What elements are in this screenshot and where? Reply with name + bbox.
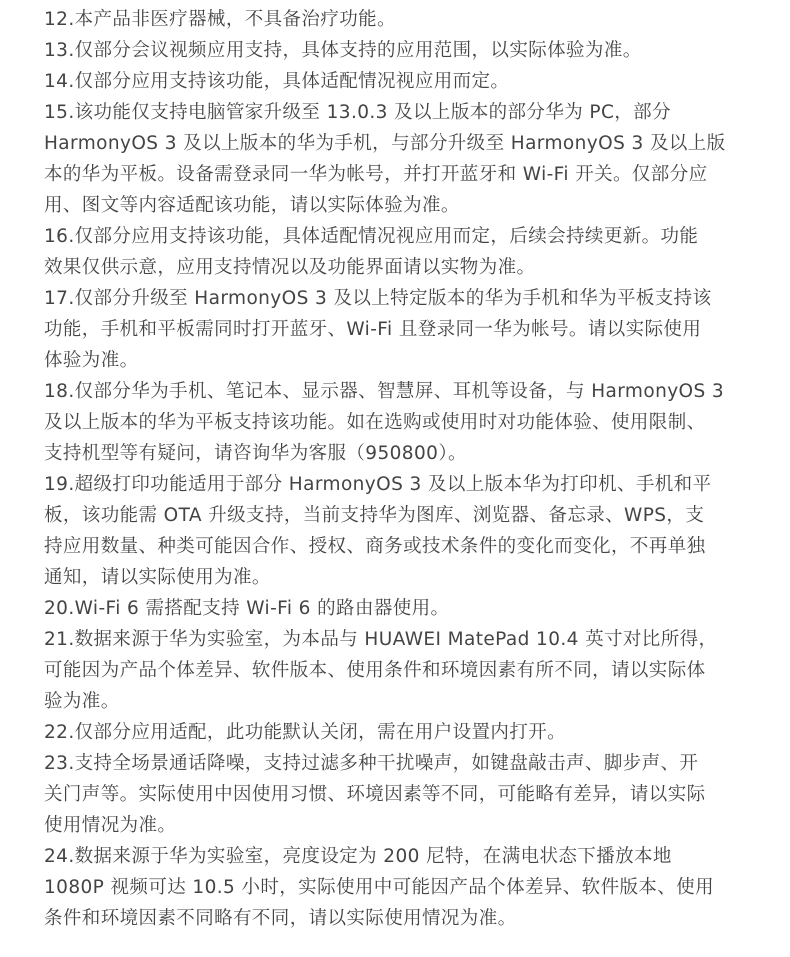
note-line: 16.仅部分应用支持该功能，具体适配情况视应用而定，后续会持续更新。功能	[44, 226, 699, 247]
note-line: 21.数据来源于华为实验室，为本品与 HUAWEI MatePad 10.4 英寸对比所得，	[44, 629, 718, 650]
note-line: 1080P 视频可达 10.5 小时，实际使用中可能因产品个体差异、软件版本、使用	[44, 877, 714, 898]
note-line: 持应用数量、种类可能因合作、授权、商务或技术条件的变化而变化，不再单独	[44, 536, 706, 557]
note-line: 条件和环境因素不同略有不同，请以实际使用情况为准。	[44, 908, 517, 929]
note-line: 22.仅部分应用适配，此功能默认关闭，需在用户设置内打开。	[44, 722, 567, 743]
note-line: HarmonyOS 3 及以上版本的华为手机，与部分升级至 HarmonyOS 3 及以上版	[44, 133, 726, 154]
note-line: 12.本产品非医疗器械，不具备治疗功能。	[44, 9, 396, 30]
note-line: 验为准。	[44, 691, 120, 712]
note-line: 关门声等。实际使用中因使用习惯、环境因素等不同，可能略有差异，请以实际	[44, 784, 706, 805]
note-line: 板，该功能需 OTA 升级支持，当前支持华为图库、浏览器、备忘录、WPS，支	[44, 505, 705, 526]
note-line: 效果仅供示意，应用支持情况以及功能界面请以实物为准。	[44, 257, 536, 278]
note-line: 支持机型等有疑问，请咨询华为客服（950800）。	[44, 443, 467, 464]
note-line: 17.仅部分升级至 HarmonyOS 3 及以上特定版本的华为手机和华为平板支持该	[44, 288, 712, 309]
note-line: 及以上版本的华为平板支持该功能。如在选购或使用时对功能体验、使用限制、	[44, 412, 706, 433]
note-line: 23.支持全场景通话降噪，支持过滤多种干扰噪声，如键盘敲击声、脚步声、开	[44, 753, 699, 774]
note-line: 使用情况为准。	[44, 815, 177, 836]
note-line: 本的华为平板。设备需登录同一华为帐号，并打开蓝牙和 Wi-Fi 开关。仅部分应	[44, 164, 708, 185]
note-line: 19.超级打印功能适用于部分 HarmonyOS 3 及以上版本华为打印机、手机和平	[44, 474, 712, 495]
note-line: 18.仅部分华为手机、笔记本、显示器、智慧屏、耳机等设备，与 HarmonyOS 3	[44, 381, 725, 402]
note-line: 20.Wi-Fi 6 需搭配支持 Wi-Fi 6 的路由器使用。	[44, 598, 450, 619]
note-line: 通知，请以实际使用为准。	[44, 567, 271, 588]
note-line: 15.该功能仅支持电脑管家升级至 13.0.3 及以上版本的部分华为 PC，部分	[44, 102, 671, 123]
note-line: 24.数据来源于华为实验室，亮度设定为 200 尼特，在满电状态下播放本地	[44, 846, 672, 867]
note-line: 13.仅部分会议视频应用支持，具体支持的应用范围，以实际体验为准。	[44, 40, 642, 61]
note-line: 可能因为产品个体差异、软件版本、使用条件和环境因素有所不同，请以实际体	[44, 660, 706, 681]
note-line: 功能，手机和平板需同时打开蓝牙、Wi-Fi 且登录同一华为帐号。请以实际使用	[44, 319, 702, 340]
footnotes-list	[44, 4, 754, 934]
note-line: 用、图文等内容适配该功能，请以实际体验为准。	[44, 195, 460, 216]
note-line: 14.仅部分应用支持该功能，具体适配情况视应用而定。	[44, 71, 510, 92]
note-line: 体验为准。	[44, 350, 139, 371]
